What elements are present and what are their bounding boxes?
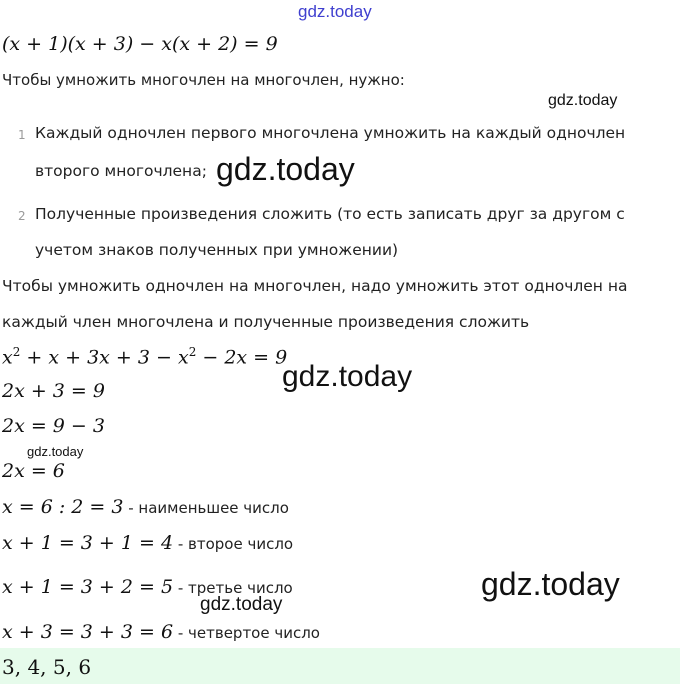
rule-intro: Чтобы умножить многочлен на многочлен, нужно: <box>2 71 405 89</box>
step-number-1: 1 <box>18 128 26 142</box>
watermark-6: gdz.today <box>200 594 283 615</box>
solution-line-8: x + 3 = 3 + 3 = 6 - четвертое число <box>2 621 320 643</box>
step-number-2: 2 <box>18 209 26 223</box>
solution-line-2: 2x + 3 = 9 <box>2 380 105 402</box>
watermark-1: gdz.today <box>548 92 618 109</box>
step-2-line-1: Полученные произведения сложить (то есть записать друг за другом с <box>35 205 625 223</box>
watermark-3: gdz.today <box>282 360 413 393</box>
solution-line-5: x = 6 : 2 = 3 - наименьшее число <box>2 496 289 518</box>
main-equation: (x + 1)(x + 3) − x(x + 2) = 9 <box>2 33 278 55</box>
solution-line-7: x + 1 = 3 + 2 = 5 - третье число <box>2 576 293 598</box>
answer-value: 3, 4, 5, 6 <box>2 655 92 679</box>
watermark-2: gdz.today <box>216 151 355 187</box>
watermark-4: gdz.today <box>27 444 84 459</box>
step-2-line-2: учетом знаков полученных при умножении) <box>35 241 399 259</box>
step-1-line-1: Каждый одночлен первого многочлена умножить на каждый одночлен <box>35 124 626 142</box>
watermark-top: gdz.today <box>298 2 372 21</box>
solution-line-1: $x^2 + x + 3x + 3 - x^2 - 2x = 9$ <box>2 345 288 369</box>
answer-box <box>0 648 680 684</box>
rule-2-line-2: каждый член многочлена и полученные произведения сложить <box>2 313 530 331</box>
solution-line-6: x + 1 = 3 + 1 = 4 - второе число <box>2 532 294 554</box>
watermark-5: gdz.today <box>481 566 620 602</box>
rule-2-line-1: Чтобы умножить одночлен на многочлен, надо умножить этот одночлен на <box>2 277 628 295</box>
step-1-line-2: второго многочлена; <box>35 162 207 180</box>
solution-line-3: 2x = 9 − 3 <box>2 415 105 437</box>
solution-line-4: 2x = 6 <box>2 460 65 482</box>
